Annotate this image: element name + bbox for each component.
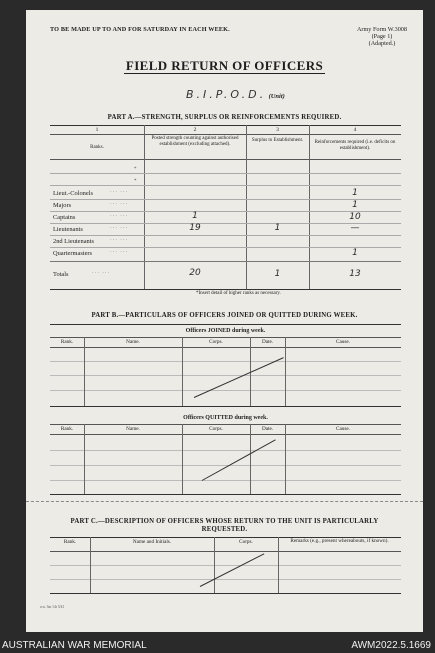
leader-dots: ··· ··· (110, 202, 129, 207)
leader-dots: ··· ··· (110, 214, 129, 219)
reinf-value: 1 (352, 200, 358, 210)
part-c-col-name: Name and Initials. (132, 539, 172, 545)
form-name: Army Form W.3008 (356, 26, 407, 33)
form-sheet (26, 10, 423, 632)
joined-heading: Officers JOINED during week. (185, 328, 266, 334)
unit-value: B.I.P.O.D. (186, 88, 267, 101)
posted-value: 1 (192, 211, 198, 221)
joined-col-date: Date. (261, 339, 274, 345)
part-c-col-corps: Corps. (239, 539, 253, 545)
part-c-col-rank: Rank. (63, 539, 77, 545)
col-header-reinforcements: Reinforcements required (i.e. deficits on establishment). (314, 140, 396, 151)
rank-label: Lieut.-Colonels (53, 190, 93, 197)
part-a-note: *Insert detail of higher ranks as necessary. (196, 291, 281, 296)
row-star-1: * (134, 167, 138, 172)
quitted-col-cause: Cause. (336, 426, 350, 432)
quitted-col-date: Date. (261, 426, 274, 432)
quitted-col-rank: Rank. (60, 426, 74, 432)
unit-field (186, 88, 285, 101)
strike-through-mark (202, 439, 276, 481)
form-number-block (357, 26, 407, 47)
col-number-4: 4 (353, 127, 357, 133)
leader-dots: ··· ··· (110, 238, 129, 243)
joined-col-name: Name. (126, 339, 140, 345)
leader-dots: ··· ··· (92, 271, 111, 276)
totals-label: Totals (53, 271, 69, 278)
quitted-col-name: Name. (126, 426, 140, 432)
col-header-surplus: Surplus to Establishment. (251, 138, 304, 143)
archive-accession-number: AWM2022.5.1669 (351, 640, 431, 651)
reinf-value: 1 (352, 248, 358, 258)
form-page: (Page 1) (371, 33, 393, 40)
quitted-heading: Officers QUITTED during week. (183, 415, 268, 421)
strike-through-mark (200, 553, 265, 587)
leader-dots: ··· ··· (110, 250, 129, 255)
col-header-ranks: Ranks. (90, 145, 104, 150)
surplus-value: 1 (274, 223, 281, 233)
form-adapted: (Adapted.) (368, 40, 396, 47)
col-number-3: 3 (276, 127, 279, 133)
totals-reinf: 13 (349, 269, 361, 279)
leader-dots: ··· ··· (110, 190, 129, 195)
col-header-posted: Posted strength counting against authorised establishment (excluding attached). (151, 136, 239, 147)
part-a-title: PART A.—STRENGTH, SURPLUS OR REINFORCEMENTS REQUIRED. (107, 114, 342, 121)
joined-col-cause: Cause. (336, 339, 350, 345)
print-code: a.w. 3m 14r 5/41 (40, 605, 65, 609)
totals-surplus: 1 (274, 269, 281, 279)
posted-value: 19 (189, 223, 201, 233)
rank-label: Quartermasters (53, 250, 93, 257)
joined-col-corps: Corps. (209, 339, 223, 345)
unit-label: (Unit) (268, 93, 285, 100)
part-c-col-remarks: Remarks (e.g., present whereabouts, if known). (290, 538, 389, 544)
rank-label: Majors (53, 202, 72, 209)
rank-label: Captains (53, 214, 76, 221)
reinf-value: 10 (349, 212, 361, 222)
leader-dots: ··· ··· (110, 226, 129, 231)
part-c-title: PART C.—DESCRIPTION OF OFFICERS WHOSE RETURN TO THE UNIT IS PARTICULARLY REQUESTED. (70, 518, 379, 533)
archive-credit: AUSTRALIAN WAR MEMORIAL (2, 640, 147, 651)
reinf-value: — (350, 223, 360, 233)
rank-label: Lieutenants (53, 226, 83, 233)
totals-posted: 20 (189, 268, 201, 278)
strike-through-mark (194, 357, 284, 398)
perforation-line (26, 501, 423, 502)
rank-label: 2nd Lieutenants (53, 238, 94, 245)
col-number-2: 2 (193, 127, 197, 133)
part-b-title: PART B.—PARTICULARS OF OFFICERS JOINED OR QUITTED DURING WEEK. (91, 312, 358, 319)
row-star-2: * (134, 179, 138, 184)
col-number-1: 1 (95, 127, 99, 133)
header-instruction: TO BE MADE UP TO AND FOR SATURDAY IN EACH WEEK. (50, 26, 230, 33)
form-title: FIELD RETURN OF OFFICERS (125, 58, 324, 73)
quitted-col-corps: Corps. (209, 426, 223, 432)
joined-col-rank: Rank. (60, 339, 74, 345)
reinf-value: 1 (352, 188, 358, 198)
